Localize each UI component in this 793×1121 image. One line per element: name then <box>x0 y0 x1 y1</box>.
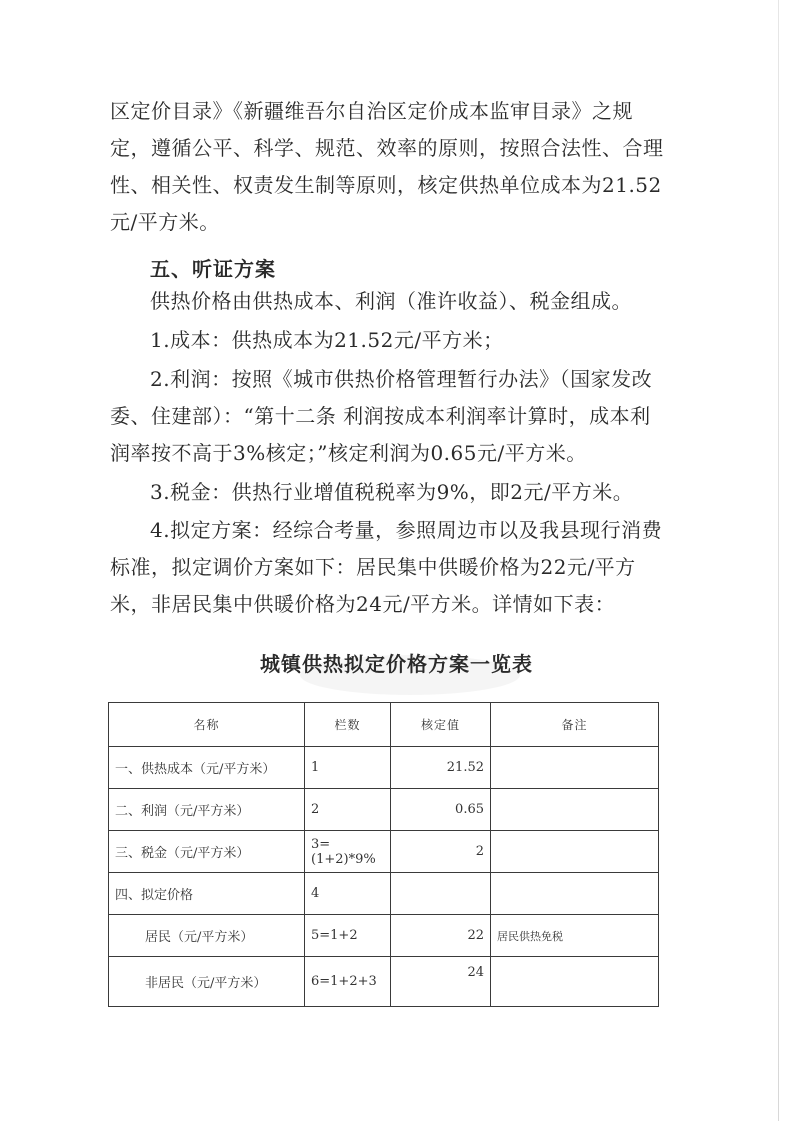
price-plan-table <box>108 702 659 1007</box>
table-row <box>109 789 659 831</box>
header-name: 名称 <box>109 703 305 747</box>
row-value: 22 <box>391 915 491 957</box>
table-title: 城镇供热拟定价格方案一览表 <box>260 652 533 676</box>
row-note <box>491 747 659 789</box>
header-remarks: 备注 <box>491 703 659 747</box>
paragraph-cost-basis: 区定价目录》《新疆维吾尔自治区定价成本监审目录》之规定，遵循公平、科学、规范、效率的原则，按照合法性、合理性、相关性、权责发生制等原则，核定供热单位成本为21.52元/平方米。 <box>110 99 664 234</box>
table-row <box>109 915 659 957</box>
row-column-number: 3=(1+2)*9% <box>305 831 391 873</box>
paragraph-tax: 3.税金：供热行业增值税税率为9%，即2元/平方米。 <box>150 480 634 504</box>
row-column-number: 1 <box>305 747 391 789</box>
row-column-number: 4 <box>305 873 391 915</box>
table-row <box>109 957 659 1007</box>
row-name: 四、拟定价格 <box>109 873 305 915</box>
table-header-row <box>109 703 659 747</box>
row-note <box>491 873 659 915</box>
row-column-number: 5=1+2 <box>305 915 391 957</box>
paragraph-cost: 1.成本：供热成本为21.52元/平方米； <box>150 328 504 352</box>
header-approved-value: 核定值 <box>391 703 491 747</box>
paragraph-price-composition: 供热价格由供热成本、利润（准许收益）、税金组成。 <box>150 289 632 313</box>
scan-edge-line <box>778 0 779 1121</box>
paragraph-profit: 2.利润：按照《城市供热价格管理暂行办法》（国家发改委、住建部）：“第十二条 利润按成本利润率计算时，成本利润率按不高于3%核定；”核定利润为0.65元/平方米。 <box>110 367 653 465</box>
row-value: 24 <box>391 957 491 1007</box>
row-note <box>491 957 659 1007</box>
row-value: 2 <box>391 831 491 873</box>
table-row <box>109 747 659 789</box>
row-name: 二、利润（元/平方米） <box>109 789 305 831</box>
paragraph-proposed-plan: 4.拟定方案：经综合考量，参照周边市以及我县现行消费标准，拟定调价方案如下：居民集中供暖价格为22元/平方米，非居民集中供暖价格为24元/平方米。详情如下表： <box>110 518 663 616</box>
row-column-number: 6=1+2+3 <box>305 957 391 1007</box>
row-name: 居民（元/平方米） <box>109 915 305 957</box>
row-note: 居民供热免税 <box>491 915 659 957</box>
row-value: 21.52 <box>391 747 491 789</box>
row-value: 0.65 <box>391 789 491 831</box>
row-column-number: 2 <box>305 789 391 831</box>
section-heading-hearing-plan: 五、听证方案 <box>150 257 276 281</box>
table-row <box>109 831 659 873</box>
table-row <box>109 873 659 915</box>
header-column-number: 栏数 <box>305 703 391 747</box>
row-name: 三、税金（元/平方米） <box>109 831 305 873</box>
row-value <box>391 873 491 915</box>
row-name: 一、供热成本（元/平方米） <box>109 747 305 789</box>
row-name: 非居民（元/平方米） <box>109 957 305 1007</box>
row-note <box>491 831 659 873</box>
row-note <box>491 789 659 831</box>
